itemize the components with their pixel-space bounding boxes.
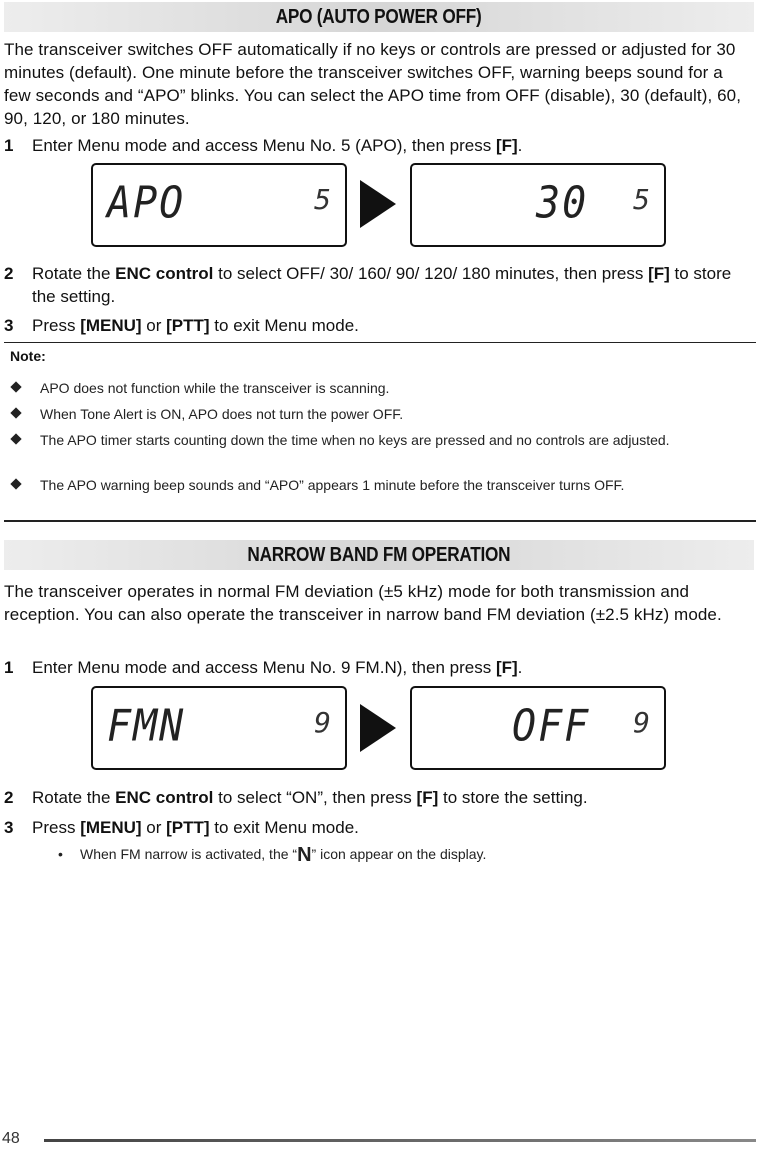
enc-control-label: ENC control bbox=[115, 264, 214, 283]
key-f: [F] bbox=[495, 658, 518, 677]
narrow-sub-note: • When FM narrow is activated, the “N” icon appear on the display. bbox=[58, 844, 487, 866]
note-item: The APO warning beep sounds and “APO” appears 1 minute before the transceiver turns OFF. bbox=[10, 476, 748, 495]
lcd-display-fmn-off bbox=[410, 686, 666, 770]
narrow-step-1 bbox=[4, 656, 752, 679]
lcd-readout: APO bbox=[107, 177, 186, 229]
diamond-bullet-icon bbox=[10, 433, 21, 444]
diamond-bullet-icon bbox=[10, 407, 21, 418]
section-header-apo bbox=[4, 2, 754, 32]
section-header-narrow-fm bbox=[4, 540, 754, 570]
lcd-menu-number: 9 bbox=[314, 706, 331, 739]
note-label: Note: bbox=[10, 348, 46, 364]
footer-rule bbox=[44, 1139, 756, 1142]
lcd-menu-number: 5 bbox=[314, 183, 331, 216]
narrow-step-2 bbox=[4, 786, 752, 809]
step-number: 3 bbox=[4, 818, 14, 837]
key-ptt: [PTT] bbox=[166, 818, 210, 837]
note-item: APO does not function while the transceiver is scanning. bbox=[10, 379, 748, 398]
note-item: When Tone Alert is ON, APO does not turn the power OFF. bbox=[10, 405, 748, 424]
step-text: Rotate the ENC control to select OFF/ 30/ 160/ 90/ 120/ 180 minutes, then press [F] to store the setting. bbox=[32, 264, 732, 306]
lcd-readout: 30 bbox=[536, 177, 589, 229]
section-title: NARROW BAND FM OPERATION bbox=[247, 543, 511, 566]
step-number: 2 bbox=[4, 788, 14, 807]
enc-control-label: ENC control bbox=[115, 788, 214, 807]
lcd-menu-number: 9 bbox=[633, 706, 650, 739]
lcd-display-fmn bbox=[91, 686, 347, 770]
note-item: The APO timer starts counting down the time when no keys are pressed and no controls are adjusted. bbox=[10, 431, 748, 450]
narrow-step-3 bbox=[4, 816, 752, 839]
key-f: [F] bbox=[648, 264, 670, 283]
apo-step-1 bbox=[4, 134, 752, 157]
lcd-readout: OFF bbox=[512, 700, 591, 752]
right-arrow-icon bbox=[360, 704, 396, 752]
lcd-display-apo-30 bbox=[410, 163, 666, 247]
page-number: 48 bbox=[2, 1130, 20, 1147]
lcd-display-apo bbox=[91, 163, 347, 247]
diamond-bullet-icon bbox=[10, 478, 21, 489]
narrow-n-icon: N bbox=[297, 844, 312, 866]
key-menu: [MENU] bbox=[80, 818, 142, 837]
step-text: Enter Menu mode and access Menu No. 5 (APO), then press [F]. bbox=[32, 136, 523, 155]
step-number: 2 bbox=[4, 264, 14, 283]
step-number: 1 bbox=[4, 136, 14, 155]
right-arrow-icon bbox=[360, 180, 396, 228]
lcd-readout: FMN bbox=[107, 700, 186, 752]
key-ptt: [PTT] bbox=[166, 316, 210, 335]
diamond-bullet-icon bbox=[10, 381, 21, 392]
step-text: Press [MENU] or [PTT] to exit Menu mode. bbox=[32, 316, 359, 335]
step-number: 3 bbox=[4, 316, 14, 335]
step-text: Rotate the ENC control to select “ON”, then press [F] to store the setting. bbox=[32, 788, 588, 807]
step-text: Enter Menu mode and access Menu No. 9 FM.N), then press [F]. bbox=[32, 658, 523, 677]
narrow-intro-paragraph: The transceiver operates in normal FM deviation (±5 kHz) mode for both transmission and reception. You can also operate the transceiver in narrow band FM deviation (±2.5 kHz) mode. bbox=[4, 582, 722, 624]
bullet-dot-icon: • bbox=[58, 846, 63, 862]
lcd-menu-number: 5 bbox=[633, 183, 650, 216]
key-f: [F] bbox=[495, 136, 518, 155]
apo-step-2 bbox=[4, 262, 752, 308]
key-menu: [MENU] bbox=[80, 316, 142, 335]
note-divider bbox=[4, 342, 756, 343]
apo-step-3 bbox=[4, 314, 752, 337]
section-title: APO (AUTO POWER OFF) bbox=[276, 5, 482, 28]
apo-intro-paragraph: The transceiver switches OFF automatically if no keys or controls are pressed or adjusted for 30 minutes (default). One minute before the transceiver switches OFF, warning beeps sound for a few seconds and “APO” blinks. You can select the APO time from OFF (disable), 30 (default), 60, 90, 120, or 180 minutes. bbox=[4, 40, 742, 128]
key-f: [F] bbox=[416, 788, 439, 807]
step-text: Press [MENU] or [PTT] to exit Menu mode. bbox=[32, 818, 359, 837]
section-divider bbox=[4, 520, 756, 522]
step-number: 1 bbox=[4, 658, 14, 677]
